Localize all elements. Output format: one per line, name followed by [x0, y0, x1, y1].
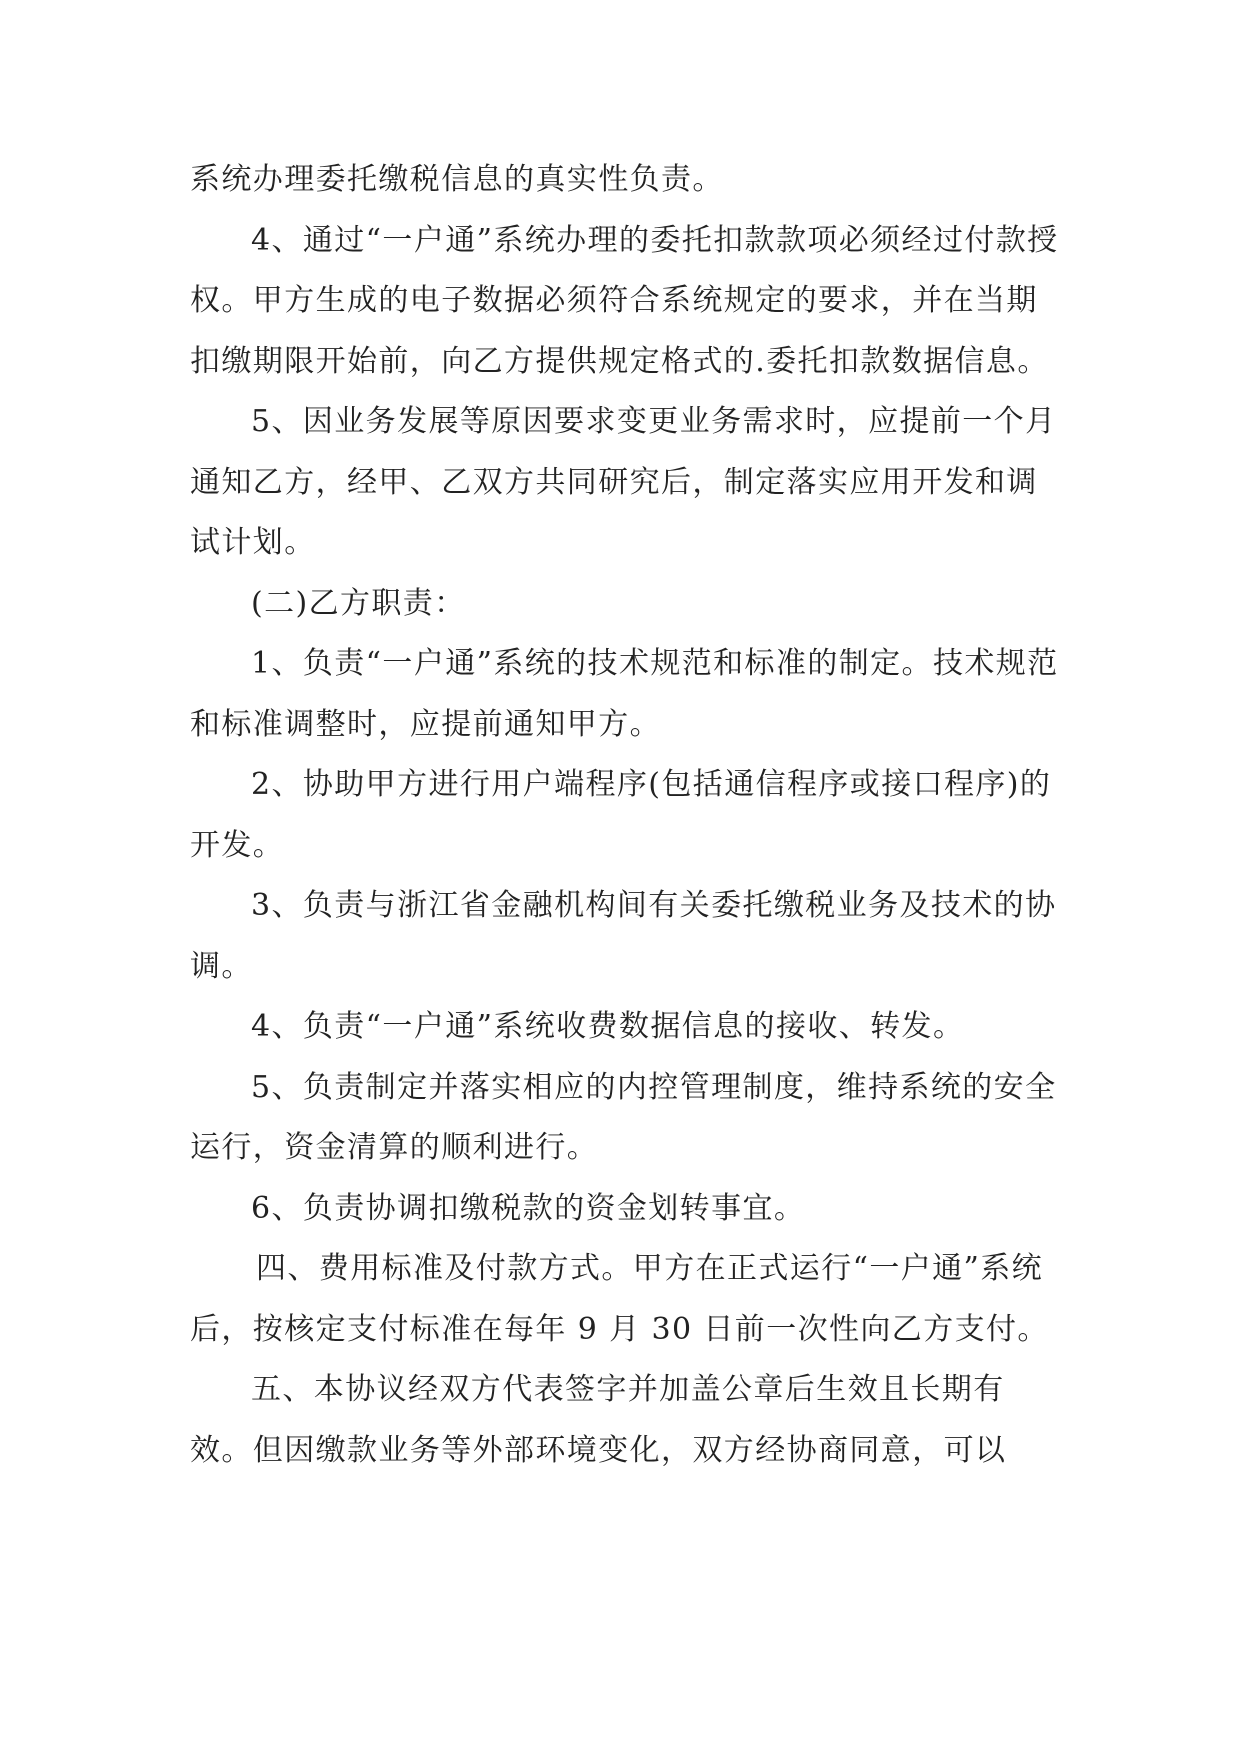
section-heading-party-b-duties: (二)乙方职责：: [251, 585, 466, 621]
paragraph-agreement-validity: 五、本协议经双方代表签字并加盖公章后生效且长期有效。但因缴款业务等外部环境变化，双方经协商同意，可以: [190, 1372, 1007, 1468]
paragraph-duty-2: 2、协助甲方进行用户端程序(包括通信程序或接口程序)的开发。: [190, 767, 1052, 863]
paragraph-duty-5: 5、负责制定并落实相应的内控管理制度，维持系统的安全运行，资金清算的顺利进行。: [190, 1069, 1057, 1165]
paragraph-duty-1: 1、负责“一户通”系统的技术规范和标准的制定。技术规范和标准调整时，应提前通知甲方。: [190, 646, 1059, 742]
paragraph-item-4-authorization: 4、通过“一户通”系统办理的委托扣款款项必须经过付款授权。甲方生成的电子数据必须符合系统规定的要求，并在当期扣缴期限开始前，向乙方提供规定格式的.委托扣款数据信息。: [190, 222, 1059, 379]
paragraph-fee-standard: 四、费用标准及付款方式。甲方在正式运行“一户通”系统后，按核定支付标准在每年 9 月 30 日前一次性向乙方支付。: [190, 1251, 1049, 1347]
paragraph-item-5-change-request: 5、因业务发展等原因要求变更业务需求时，应提前一个月通知乙方，经甲、乙双方共同研究后，制定落实应用开发和调试计划。: [190, 404, 1057, 560]
paragraph-duty-6: 6、负责协调扣缴税款的资金划转事宜。: [251, 1190, 806, 1226]
paragraph-duty-3: 3、负责与浙江省金融机构间有关委托缴税业务及技术的协调。: [190, 888, 1057, 984]
paragraph-continuation: 系统办理委托缴税信息的真实性负责。: [190, 162, 724, 197]
document-body: [190, 150, 1060, 1481]
paragraph-duty-4: 4、负责“一户通”系统收费数据信息的接收、转发。: [251, 1009, 965, 1044]
